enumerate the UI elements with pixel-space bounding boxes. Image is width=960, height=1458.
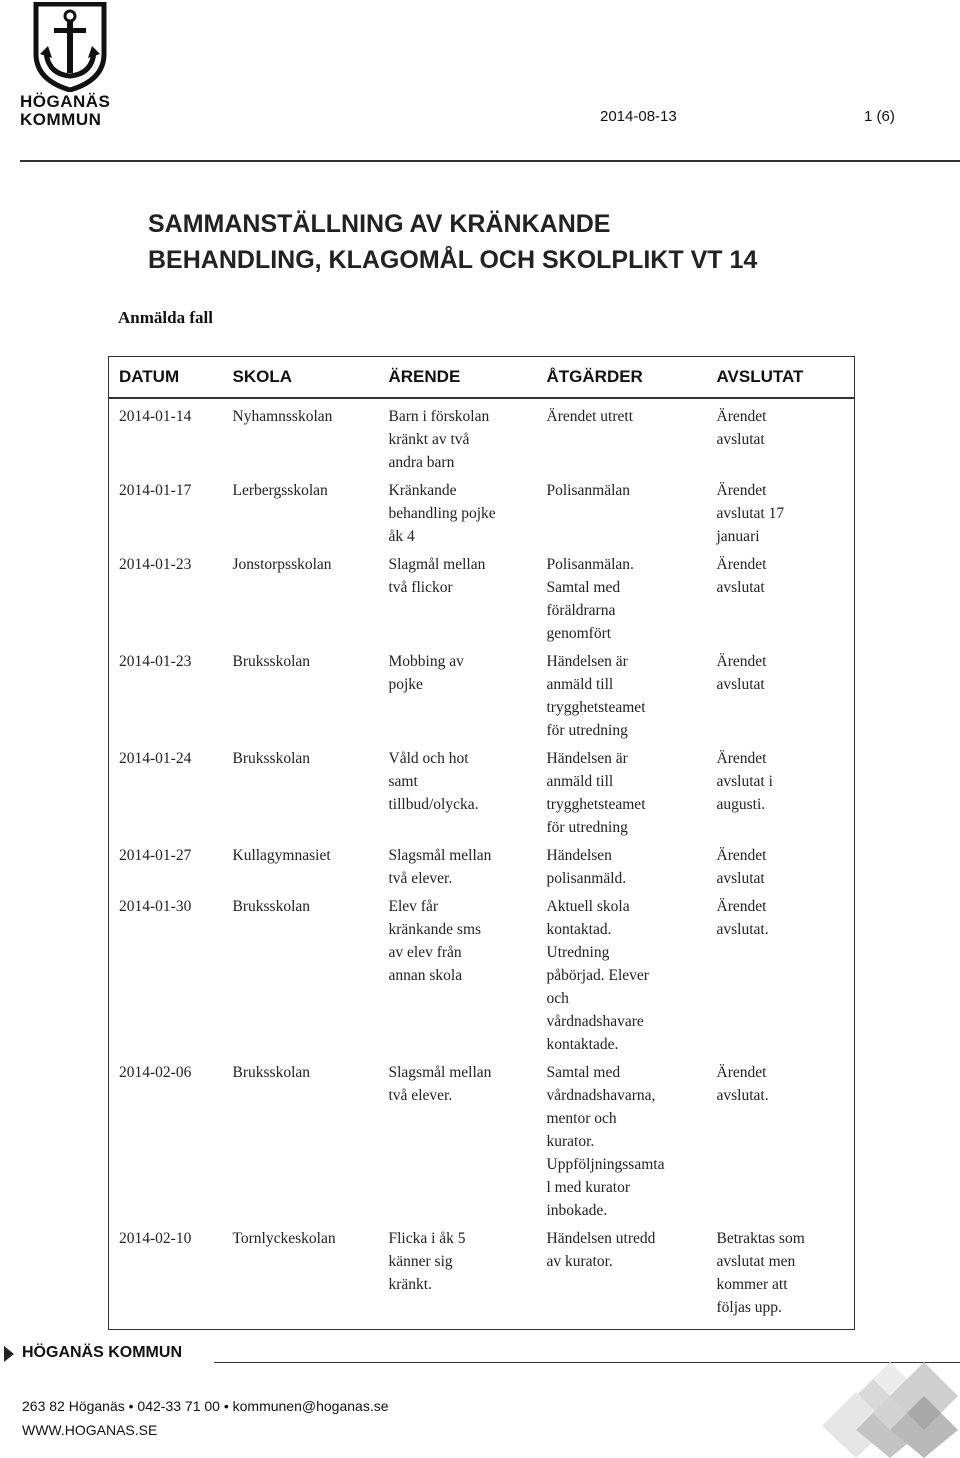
cell-arende: Slagmål mellan två flickor [388,556,486,596]
cell-arende: Slagsmål mellan två elever. [388,1064,492,1104]
cell-datum: 2014-02-06 [119,1064,192,1081]
cell-datum: 2014-01-24 [119,750,192,767]
header-divider [20,160,960,162]
cell-arende: Flicka i åk 5 känner sig kränkt. [388,1230,466,1293]
cell-arende: Kränkande behandling pojke åk 4 [388,482,496,545]
cell-atgarder: Polisanmälan [546,482,631,499]
cell-datum: 2014-01-23 [119,653,192,670]
page-number: 1 (6) [864,108,895,125]
cell-avslutat: Ärendet avslutat [716,556,767,596]
cell-avslutat: Ärendet avslutat. [716,1064,769,1104]
table-row [109,648,855,745]
column-header-atgarder: ÅTGÄRDER [537,357,707,399]
title-line-2: BEHANDLING, KLAGOMÅL OCH SKOLPLIKT VT 14 [148,246,758,274]
cell-arende: Slagsmål mellan två elever. [388,847,492,887]
cases-table [108,356,855,1330]
cell-datum: 2014-01-23 [119,556,192,573]
cell-atgarder: Händelsen utredd av kurator. [546,1230,656,1270]
footer-arrow-icon [4,1346,14,1362]
municipality-logo [20,0,120,130]
cell-datum: 2014-01-30 [119,898,192,915]
cell-atgarder: Händelsen polisanmäld. [546,847,627,887]
footer-organization: HÖGANÄS KOMMUN [22,1344,182,1361]
table-row [109,1059,855,1225]
table-row [109,893,855,1059]
cell-avslutat: Ärendet avslutat i augusti. [716,750,773,813]
cell-avslutat: Ärendet avslutat 17 januari [716,482,785,545]
table-header-row [109,357,855,399]
cell-atgarder: Samtal med vårdnadshavarna, mentor och kurator. Uppföljningssamta l med kurator inbokade. [546,1064,665,1219]
cell-arende: Mobbing av pojke [388,653,464,693]
cell-skola: Nyhamnsskolan [232,408,333,425]
cell-avslutat: Ärendet avslutat [716,847,767,887]
table-row [109,477,855,551]
document-title [148,206,757,278]
footer-website-link[interactable]: WWW.HOGANAS.SE [22,1422,158,1438]
table-row [109,1225,855,1330]
cell-avslutat: Ärendet avslutat. [716,898,769,938]
cell-arende: Barn i förskolan kränkt av två andra barn [388,408,490,471]
cell-avslutat: Ärendet avslutat [716,653,767,693]
cell-atgarder: Ärendet utrett [546,408,634,425]
logo-text-line2: KOMMUN [20,110,102,129]
section-heading: Anmälda fall [118,308,213,327]
column-header-datum: DATUM [109,357,223,399]
cell-skola: Tornlyckeskolan [232,1230,336,1247]
cell-datum: 2014-01-17 [119,482,192,499]
cell-skola: Bruksskolan [232,653,310,670]
column-header-skola: SKOLA [223,357,379,399]
cell-datum: 2014-01-14 [119,408,192,425]
table-row [109,551,855,648]
cell-arende: Våld och hot samt tillbud/olycka. [388,750,479,813]
document-date: 2014-08-13 [600,108,677,125]
cell-skola: Bruksskolan [232,1064,310,1081]
anchor-crest-icon [30,2,110,92]
cell-avslutat: Betraktas som avslutat men kommer att följas upp. [716,1230,805,1316]
cell-skola: Bruksskolan [232,750,310,767]
cell-skola: Bruksskolan [232,898,310,915]
cell-atgarder: Aktuell skola kontaktad. Utredning påbörjad. Elever och vårdnadshavare kontaktade. [546,898,649,1053]
cell-datum: 2014-02-10 [119,1230,192,1247]
cell-avslutat: Ärendet avslutat [716,408,767,448]
cell-atgarder: Händelsen är anmäld till trygghetsteamet för utredning [546,750,646,836]
cell-skola: Jonstorpsskolan [232,556,332,573]
cell-atgarder: Polisanmälan. Samtal med föräldrarna genomfört [546,556,634,642]
cell-arende: Elev får kränkande sms av elev från annan skola [388,898,482,984]
table-row [109,745,855,842]
logo-text-line1: HÖGANÄS [20,92,111,111]
column-header-arende: ÄRENDE [379,357,537,399]
cell-atgarder: Händelsen är anmäld till trygghetsteamet för utredning [546,653,646,739]
decorative-diamond-pattern [822,1362,958,1458]
table-row [109,398,855,477]
cell-skola: Lerbergsskolan [232,482,328,499]
column-header-avslutat: AVSLUTAT [707,357,855,399]
cell-datum: 2014-01-27 [119,847,192,864]
table-row [109,842,855,893]
cell-skola: Kullagymnasiet [232,847,331,864]
footer-contact: 263 82 Höganäs • 042-33 71 00 • kommunen@hoganas.se [22,1398,389,1414]
title-line-1: SAMMANSTÄLLNING AV KRÄNKANDE [148,210,611,238]
